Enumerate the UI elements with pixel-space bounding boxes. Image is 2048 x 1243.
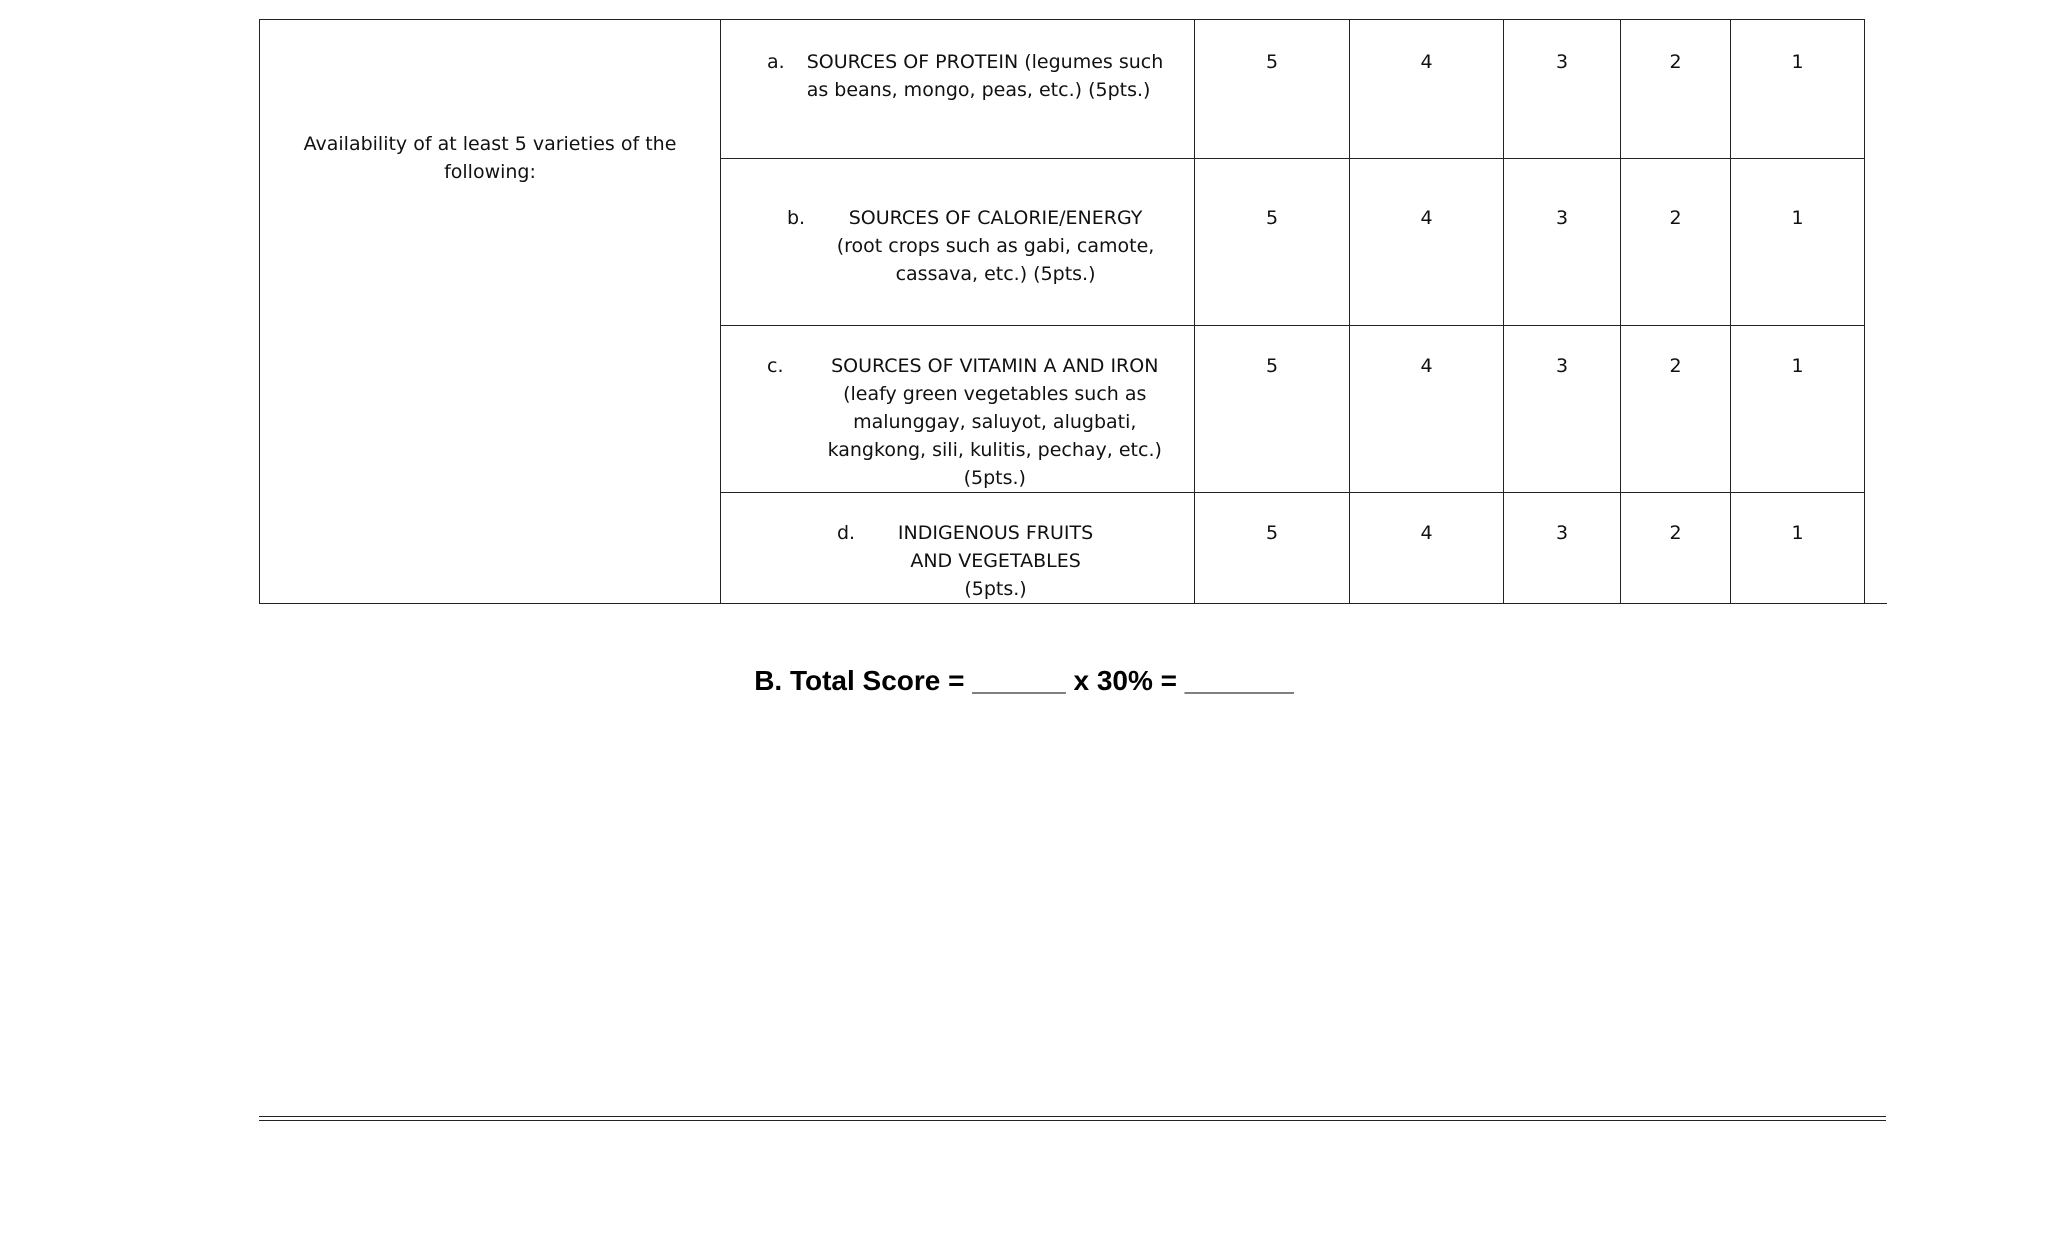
table-row [260,20,1887,159]
table-edge [1865,20,1887,604]
score-4: 4 [1350,326,1504,493]
criterion-text: Availability of at least 5 varieties of the following: [303,133,677,183]
score-1: 1 [1731,493,1865,604]
item-cell-b [721,159,1195,326]
item-cell-c [721,326,1195,493]
item-text: SOURCES OF VITAMIN A AND IRON (leafy green vegetables such as malunggay, saluyot, alugbati, kangkong, sili, kulitis, pechay, etc.) (5pts.) [827,355,1162,489]
item-letter: b. [787,207,806,229]
score-3: 3 [1504,159,1621,326]
item-letter: c. [767,355,784,377]
score-4: 4 [1350,20,1504,159]
score-2: 2 [1621,493,1731,604]
total-score-line: B. Total Score = ______ x 30% = _______ [754,665,1294,696]
score-5: 5 [1195,20,1350,159]
item-text: SOURCES OF CALORIE/ENERGY (root crops such as gabi, camote, cassava, etc.) (5pts.) [836,207,1155,285]
score-3: 3 [1504,493,1621,604]
footer-rule [259,1116,1886,1121]
score-5: 5 [1195,159,1350,326]
score-5: 5 [1195,326,1350,493]
item-letter: d. [837,522,856,544]
score-1: 1 [1731,159,1865,326]
item-text: INDIGENOUS FRUITS AND VEGETABLES (5pts.) [897,522,1094,600]
rubric-table [259,19,1887,604]
score-1: 1 [1731,20,1865,159]
score-3: 3 [1504,20,1621,159]
score-5: 5 [1195,493,1350,604]
score-2: 2 [1621,20,1731,159]
item-cell-d [721,493,1195,604]
score-4: 4 [1350,493,1504,604]
item-text: SOURCES OF PROTEIN (legumes such as beans, mongo, peas, etc.) (5pts.) [806,51,1164,101]
score-2: 2 [1621,326,1731,493]
score-2: 2 [1621,159,1731,326]
score-1: 1 [1731,326,1865,493]
criterion-cell [260,20,721,604]
score-3: 3 [1504,326,1621,493]
score-4: 4 [1350,159,1504,326]
item-cell-a [721,20,1195,159]
item-letter: a. [767,51,785,73]
